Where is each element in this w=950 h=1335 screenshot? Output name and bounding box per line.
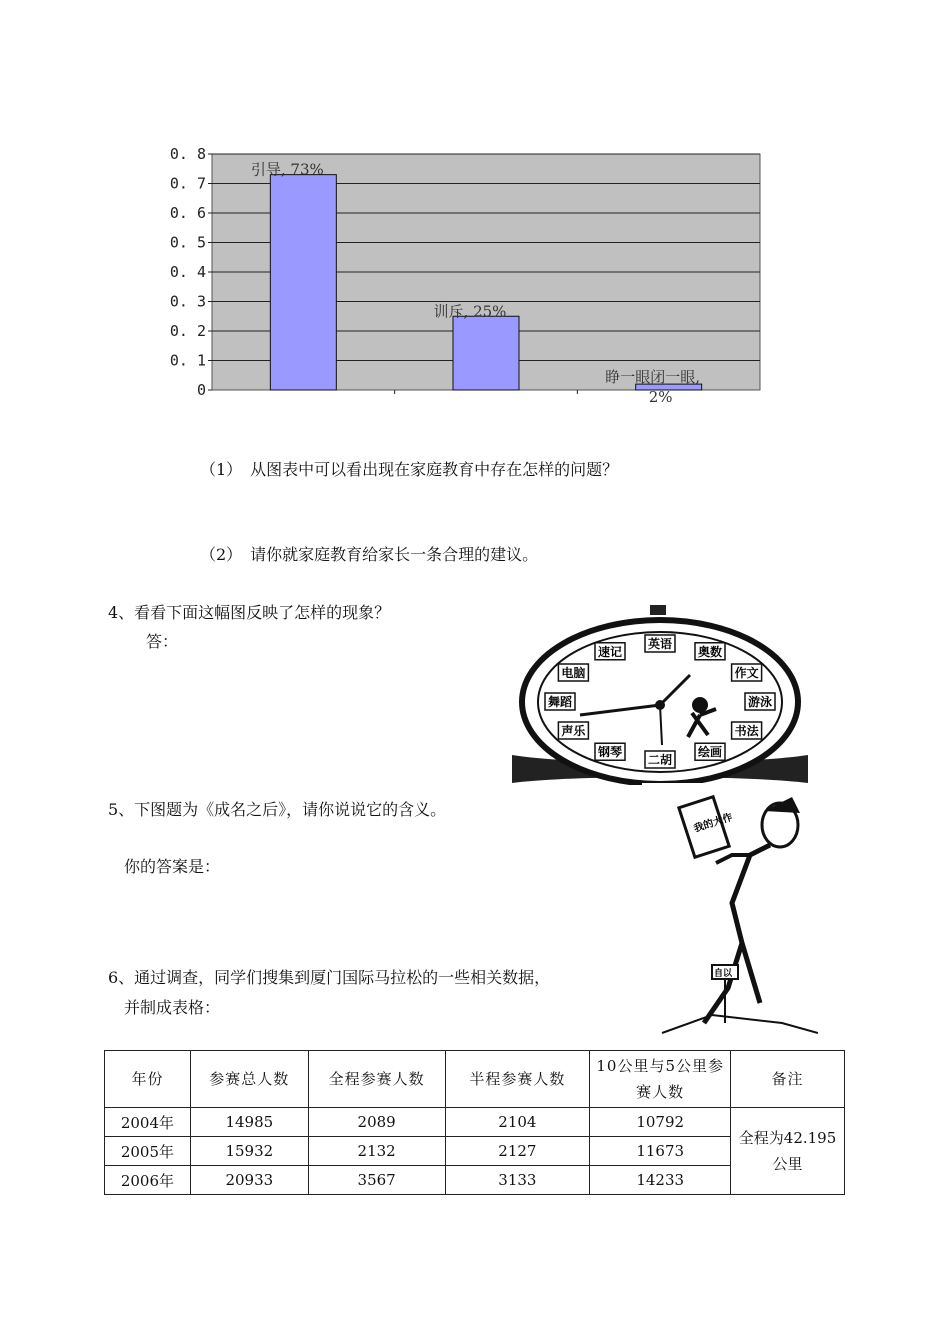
clock-label: 作文	[734, 666, 759, 680]
data-label: 引导, 73%	[250, 160, 324, 179]
bar-chart	[160, 140, 800, 415]
y-tick-label: 0. 2	[169, 322, 206, 340]
clock-label: 英语	[647, 637, 673, 651]
clock-label: 书法	[734, 724, 759, 738]
header-full: 全程参赛人数	[308, 1051, 445, 1108]
y-tick-label: 0. 4	[169, 263, 206, 281]
y-tick-label: 0. 1	[169, 351, 206, 370]
clock-label: 二胡	[647, 753, 673, 767]
cell-half: 3133	[445, 1166, 590, 1195]
question-5: 5、下图题为《成名之后》，请你说说它的含义。	[108, 800, 447, 819]
question-4: 4、看看下面这幅图反映了怎样的现象？	[108, 603, 391, 622]
clock-label: 舞蹈	[547, 695, 573, 709]
marathon-table	[104, 1050, 845, 1195]
table-header-row	[105, 1051, 845, 1108]
clock-illustration	[512, 605, 808, 785]
clock-label: 绘画	[697, 745, 723, 760]
cell-total: 20933	[190, 1166, 308, 1195]
clock-label: 电脑	[561, 666, 586, 680]
note-text: 全程为42.195公里	[738, 1129, 837, 1173]
cell-half: 2104	[445, 1108, 590, 1137]
cell-10k-5k: 10792	[590, 1108, 731, 1137]
sign-text: 自以	[714, 969, 733, 979]
clock-label: 声乐	[561, 724, 586, 738]
data-label: 2%	[648, 388, 673, 407]
cell-10k-5k: 14233	[590, 1166, 731, 1195]
cell-total: 15932	[190, 1137, 308, 1166]
data-label: 睁一眼闭一眼,	[605, 368, 701, 387]
cell-10k-5k: 11673	[590, 1137, 731, 1166]
question-3-1: （1） 从图表中可以看出现在家庭教育中存在怎样的问题？	[200, 460, 619, 479]
cell-total: 14985	[190, 1108, 308, 1137]
header-note: 备注	[731, 1051, 845, 1108]
bar-2	[453, 316, 519, 390]
question-3-2: （2） 请你就家庭教育给家长一条合理的建议。	[200, 545, 539, 564]
cell-half: 2127	[445, 1137, 590, 1166]
cell-year: 2006年	[105, 1166, 191, 1195]
y-tick-label: 0	[196, 381, 206, 399]
book-text: 我的大作	[692, 812, 735, 835]
header-half: 半程参赛人数	[445, 1051, 590, 1108]
clock-label: 钢琴	[597, 745, 623, 760]
cell-year: 2005年	[105, 1137, 191, 1166]
y-tick-label: 0. 5	[169, 233, 206, 252]
clock-label: 游泳	[747, 695, 773, 709]
cell-note	[731, 1108, 845, 1195]
clock-label: 奥数	[697, 644, 723, 659]
y-tick-label: 0. 7	[169, 174, 206, 193]
cell-full: 3567	[308, 1166, 445, 1195]
y-tick-label: 0. 3	[169, 292, 206, 311]
header-10k-5k: 10公里与5公里参赛人数	[590, 1051, 731, 1108]
header-year: 年份	[105, 1051, 191, 1108]
header-total: 参赛总人数	[190, 1051, 308, 1108]
fame-illustration	[642, 783, 818, 1047]
table-row	[105, 1108, 845, 1137]
question-6-line-1: 6、通过调查，同学们搜集到厦门国际马拉松的一些相关数据，	[108, 968, 551, 987]
cell-year: 2004年	[105, 1108, 191, 1137]
y-tick-label: 0. 8	[169, 145, 206, 163]
cell-full: 2089	[308, 1108, 445, 1137]
bar-1	[270, 175, 336, 390]
question-5-answer-label: 你的答案是：	[124, 857, 221, 876]
question-6-line-2: 并制成表格：	[124, 998, 221, 1017]
y-tick-label: 0. 6	[169, 204, 206, 222]
question-4-answer-label: 答：	[146, 632, 179, 651]
data-label: 训斥, 25%	[433, 302, 507, 321]
cell-full: 2132	[308, 1137, 445, 1166]
clock-label: 速记	[597, 644, 623, 659]
